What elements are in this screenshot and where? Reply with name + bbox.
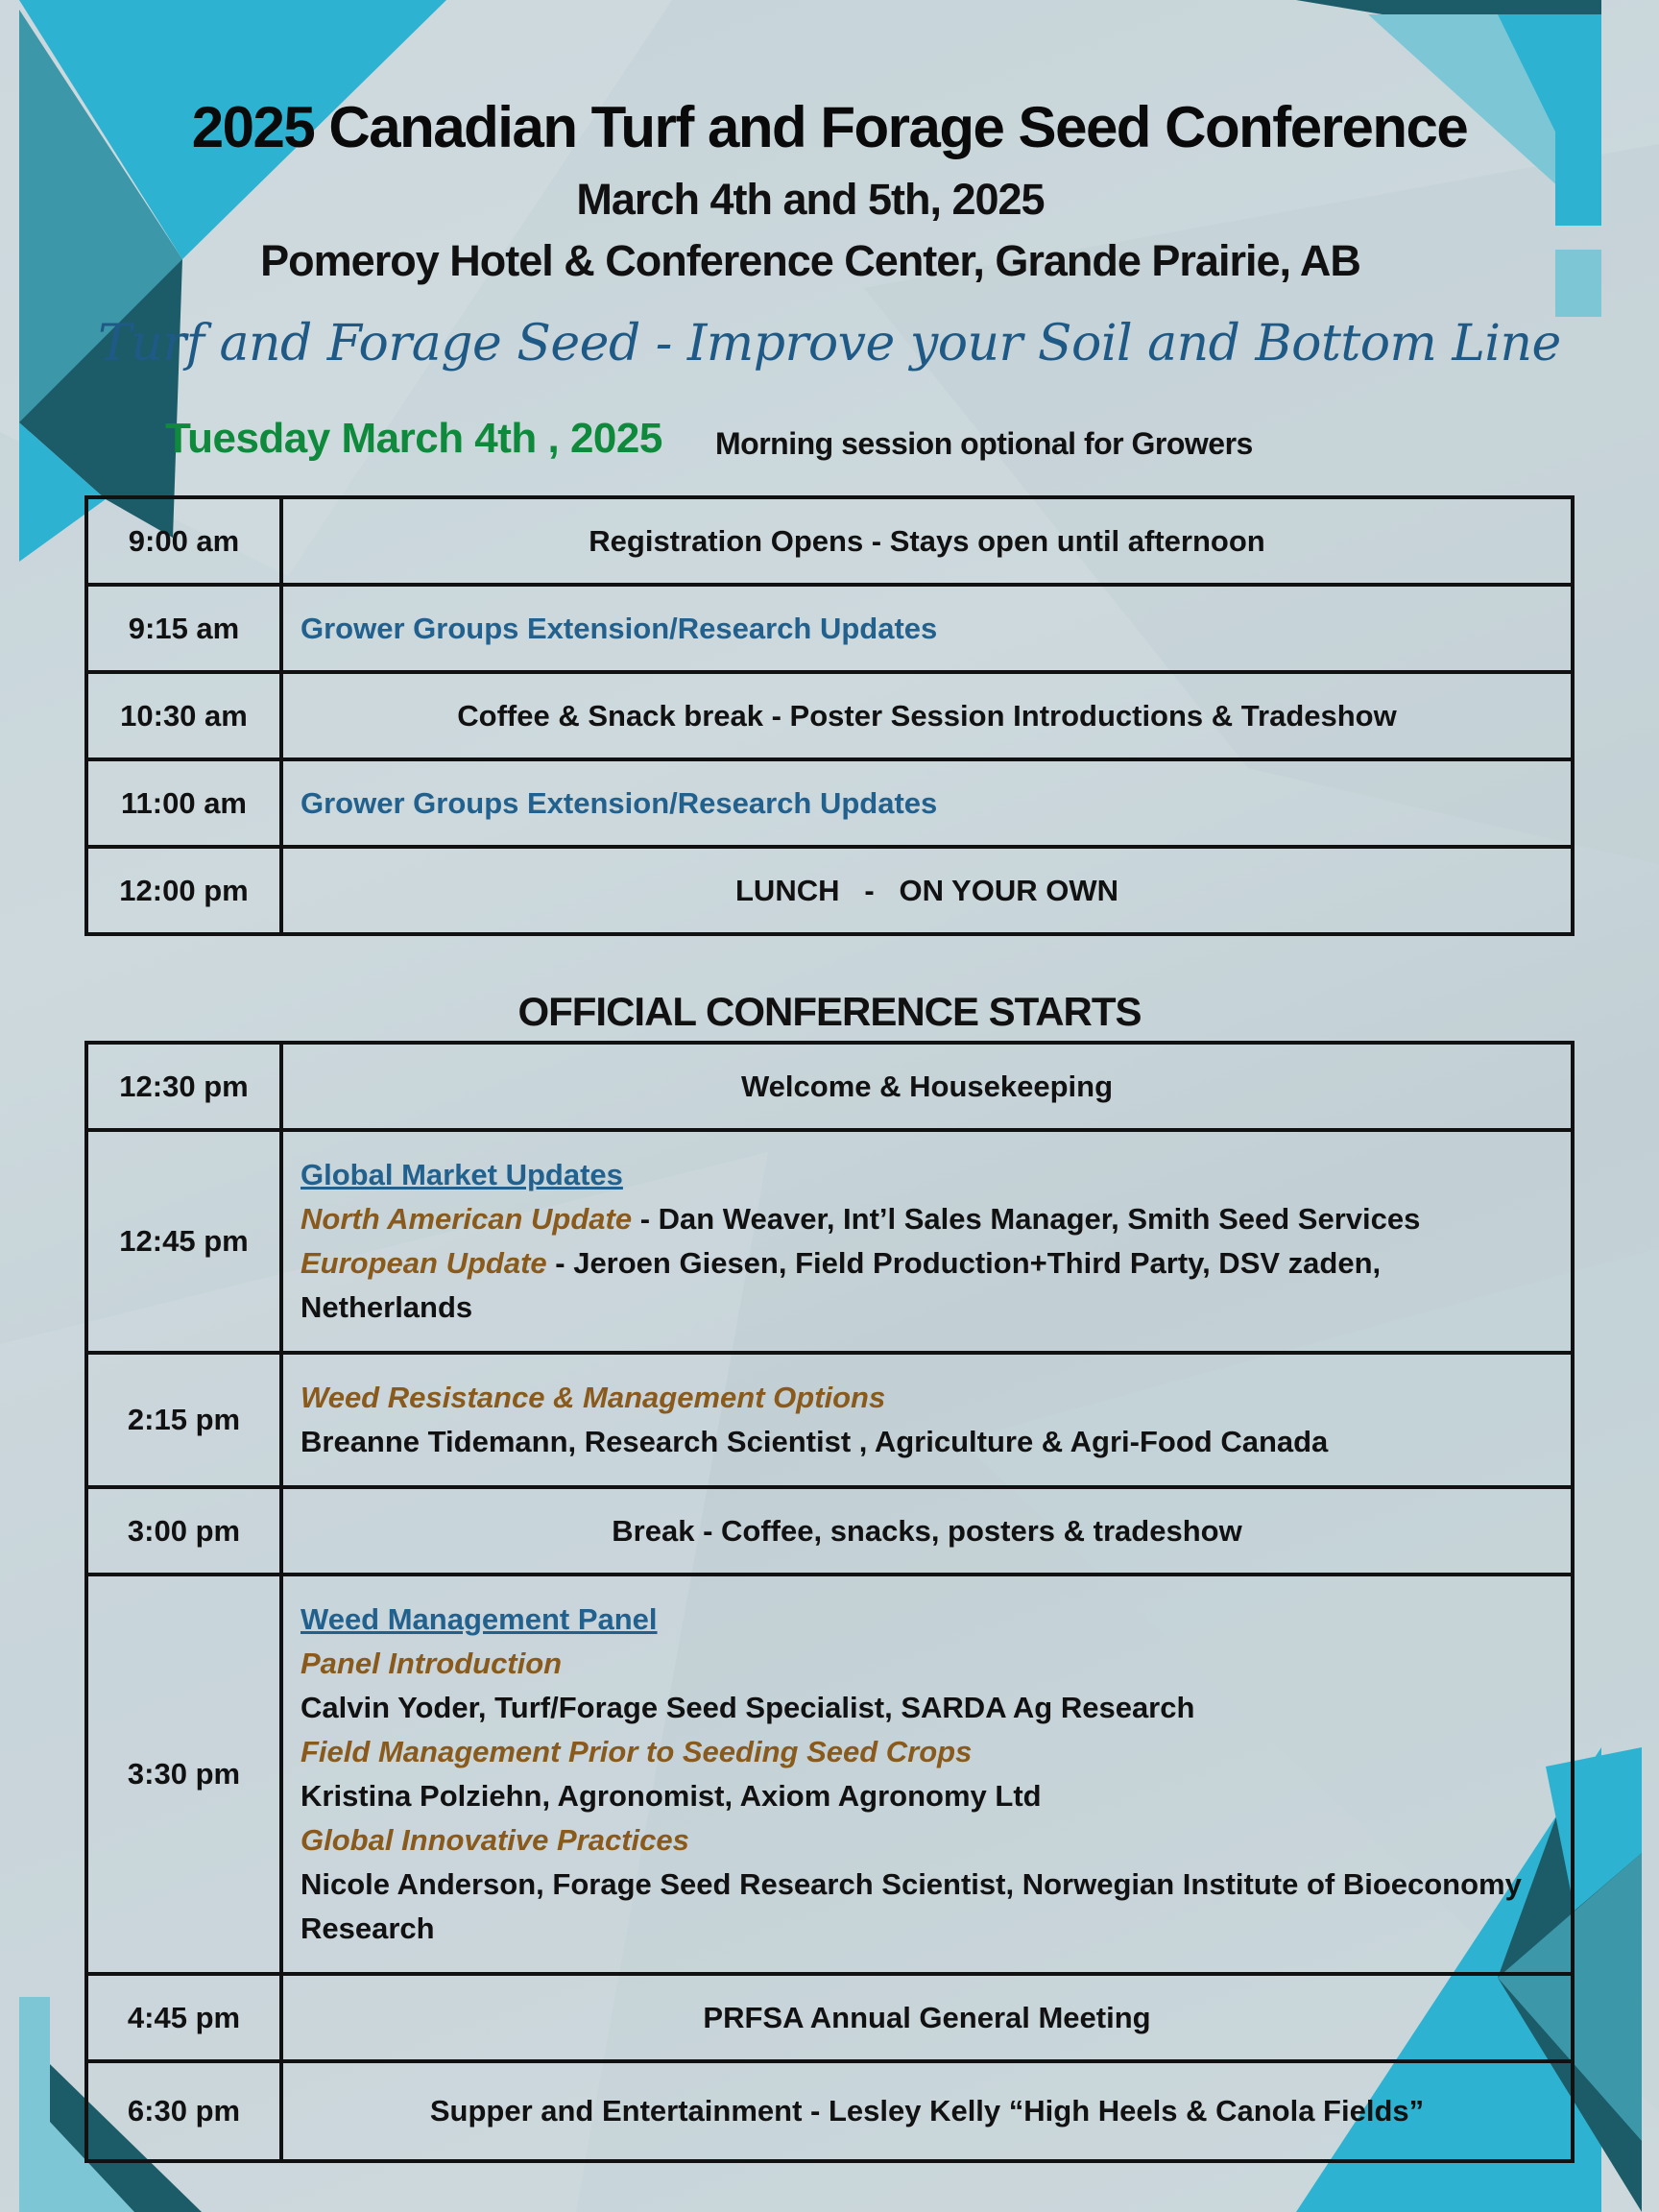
time-cell: 6:30 pm [86,2061,281,2161]
session-title: Weed Resistance & Management Options [301,1381,886,1414]
time-cell: 11:00 am [86,759,281,847]
time-cell: 3:00 pm [86,1487,281,1575]
panel-heading: Weed Management Panel [301,1602,658,1636]
speaker-text: Calvin Yoder, Turf/Forage Seed Specialist, SARDA Ag Research [301,1691,1195,1724]
afternoon-schedule-table [84,1041,1575,2163]
time-cell: 12:45 pm [86,1130,281,1353]
table-row [86,1353,1573,1487]
event-cell: LUNCH - ON YOUR OWN [281,847,1573,934]
table-row [86,1974,1573,2061]
event-cell: Coffee & Snack break - Poster Session Introductions & Tradeshow [281,672,1573,759]
morning-optional-note: Morning session optional for Growers [715,426,1253,461]
table-row [86,2061,1573,2161]
global-market-heading: Global Market Updates [301,1158,623,1191]
speaker-text: Breanne Tidemann, Research Scientist , Agriculture & Agri-Food Canada [301,1425,1329,1458]
time-cell: 9:00 am [86,497,281,585]
event-cell: Grower Groups Extension/Research Updates [281,585,1573,672]
time-cell: 12:00 pm [86,847,281,934]
time-cell: 4:45 pm [86,1974,281,2061]
european-update [301,1241,1553,1330]
session-label: European Update [301,1246,547,1280]
event-cell [281,1575,1573,1974]
north-american-update [301,1197,1553,1241]
time-cell: 9:15 am [86,585,281,672]
conference-title: 2025 Canadian Turf and Forage Seed Conference [191,95,1468,159]
event-cell: Welcome & Housekeeping [281,1043,1573,1130]
event-cell [281,1130,1573,1353]
conference-venue: Pomeroy Hotel & Conference Center, Grande Prairie, AB [260,236,1360,285]
morning-schedule-table [84,495,1575,936]
conference-tagline: Turf and Forage Seed - Improve your Soil and Bottom Line [98,315,1561,373]
session-label: Global Innovative Practices [301,1823,689,1857]
event-cell: Supper and Entertainment - Lesley Kelly “High Heels & Canola Fields” [281,2061,1573,2161]
table-row [86,585,1573,672]
event-cell: Registration Opens - Stays open until afternoon [281,497,1573,585]
speaker-text: - Dan Weaver, Int’l Sales Manager, Smith Seed Services [632,1202,1421,1236]
event-cell [281,1353,1573,1487]
time-cell: 10:30 am [86,672,281,759]
event-cell: Grower Groups Extension/Research Updates [281,759,1573,847]
session-label: Panel Introduction [301,1647,563,1680]
session-label: North American Update [301,1202,633,1236]
session-label: Field Management Prior to Seeding Seed Crops [301,1735,973,1768]
table-row [86,1130,1573,1353]
time-cell: 2:15 pm [86,1353,281,1487]
event-cell: Break - Coffee, snacks, posters & tradeshow [281,1487,1573,1575]
speaker-text: Nicole Anderson, Forage Seed Research Scientist, Norwegian Institute of Bioeconomy Research [301,1867,1522,1945]
time-cell: 3:30 pm [86,1575,281,1974]
official-conference-heading: OFFICIAL CONFERENCE STARTS [517,989,1142,1034]
conference-dates: March 4th and 5th, 2025 [576,175,1045,224]
table-row [86,1575,1573,1974]
table-row [86,847,1573,934]
table-row [86,1487,1573,1575]
speaker-text: Kristina Polziehn, Agronomist, Axiom Agronomy Ltd [301,1779,1042,1813]
table-row [86,759,1573,847]
event-cell: PRFSA Annual General Meeting [281,1974,1573,2061]
table-row [86,672,1573,759]
speaker-text: - Jeroen Giesen, Field Production+Third Party, DSV zaden, Netherlands [301,1246,1382,1324]
table-row [86,1043,1573,1130]
table-row [86,497,1573,585]
day-heading: Tuesday March 4th , 2025 [165,415,662,462]
time-cell: 12:30 pm [86,1043,281,1130]
